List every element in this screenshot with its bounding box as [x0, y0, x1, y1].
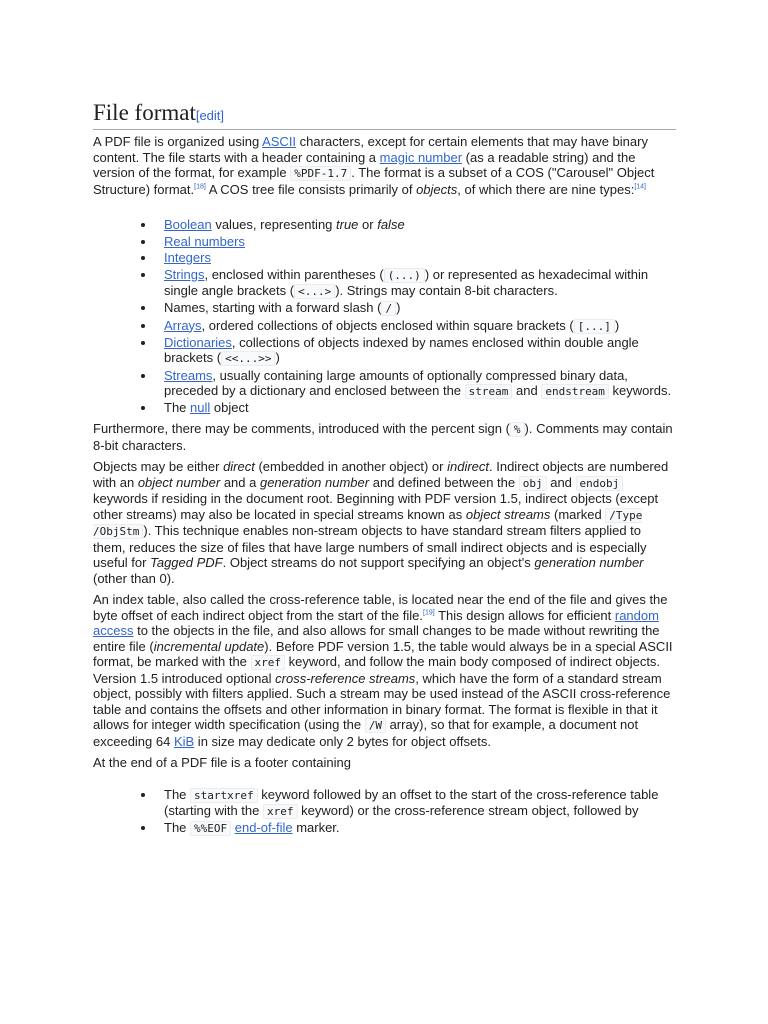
text: keywords. [608, 382, 672, 398]
end-of-file-link[interactable]: end-of-file [234, 820, 293, 835]
text: and a [220, 474, 260, 490]
text: , ordered collections of objects enclosed within square brackets ( [201, 317, 574, 333]
text: ) [275, 350, 280, 365]
object-types-list [93, 217, 676, 415]
list-item [164, 267, 676, 299]
code: /W [365, 718, 386, 733]
text: (as a readable string) and the version of the format, for example [93, 149, 636, 180]
text: At the end of a PDF file is a footer containing [93, 755, 351, 770]
text: keywords if residing in the document root. Beginning with PDF version 1.5, indirect objects (except other streams) may also be located in special streams known as [93, 491, 659, 522]
text: in size may dedicate only 2 bytes for object offsets. [194, 733, 491, 749]
text: and [546, 474, 576, 490]
random-access-link[interactable]: random access [93, 607, 659, 638]
text: , collections of objects indexed by names enclosed within double angle brackets ( [164, 335, 639, 365]
code: obj [519, 476, 547, 491]
text: (marked [550, 506, 606, 522]
section-heading [93, 100, 676, 130]
kib-link[interactable]: KiB [173, 733, 195, 749]
emphasis: cross-reference streams [275, 670, 416, 686]
code: startxref [190, 788, 258, 803]
text: keyword, and follow the main body composed of indirect objects. Version 1.5 introduced optional [93, 654, 661, 686]
strings-link[interactable]: Strings [164, 266, 205, 282]
emphasis: objects [416, 181, 458, 197]
text: values, representing [211, 217, 337, 232]
reference-18[interactable]: [18] [194, 183, 206, 191]
text: ). This technique enables non-stream objects to have standard stream filters applied to them, reduces the size of files that have large numbers of small indirect objects and is especially useful for [93, 523, 647, 570]
emphasis: direct [223, 459, 255, 474]
text: A PDF file is organized using [93, 134, 263, 149]
list-item [164, 335, 676, 366]
text: to the objects in the file, and also allows for small changes to be made without rewriting the entire file ( [93, 623, 660, 654]
objects-paragraph [93, 459, 676, 586]
emphasis: object number [137, 474, 221, 490]
text: or [358, 217, 378, 232]
text: and [512, 382, 542, 398]
text: The [164, 400, 191, 415]
emphasis: object streams [465, 506, 551, 522]
code: [...] [574, 319, 615, 334]
text: (other than 0). [93, 570, 175, 586]
emphasis: true [336, 217, 359, 232]
list-item [164, 300, 676, 316]
integers-link[interactable]: Integers [164, 250, 211, 265]
text: This design allows for efficient [434, 607, 615, 623]
code: / [381, 301, 396, 316]
emphasis: generation number [534, 555, 644, 570]
list-item [164, 318, 676, 334]
magic-number-link[interactable]: magic number [379, 149, 463, 165]
text: ). Before PDF version 1.5, the table would always be in a special ASCII format, be marked with the [93, 638, 673, 669]
text: The [164, 786, 191, 802]
reference-19[interactable]: [19] [423, 609, 435, 617]
text: and defined between the [369, 474, 519, 490]
text: . The format is a subset of a COS ("Carousel" Object Structure) format. [93, 165, 655, 197]
footer-list [93, 787, 676, 837]
code-pdf-version: %PDF-1.7 [290, 166, 351, 181]
text: marker. [292, 820, 340, 835]
text: object [210, 400, 249, 415]
code: /Type /ObjStm [93, 508, 643, 538]
edit-link[interactable]: [edit] [195, 108, 225, 123]
list-item [164, 820, 676, 836]
text: An index table, also called the cross-reference table, is located near the end of the file and gives the byte offset of each indirect object from the start of the file. [93, 592, 668, 623]
text: . Object streams do not support specifying an object's [222, 555, 535, 570]
text: , which have the form of a standard stream object, possibly with filters applied. Such a stream may be used instead of the ASCII cross-reference table and contains the offsets and other information in binary format. The format is flexible in that it allows for integer width specification (using the [93, 670, 671, 732]
list-item [164, 400, 676, 415]
code: <<...>> [221, 351, 275, 366]
text: . Indirect objects are numbered with an [93, 459, 669, 490]
list-item [164, 217, 676, 232]
comments-paragraph [93, 421, 676, 453]
text: (embedded in another object) or [254, 459, 448, 474]
list-item [164, 787, 676, 819]
text: Names, starting with a forward slash ( [164, 300, 382, 315]
streams-link[interactable]: Streams [164, 367, 213, 383]
text: , enclosed within parentheses ( [204, 266, 384, 282]
arrays-link[interactable]: Arrays [164, 317, 202, 333]
text: ) or represented as hexadecimal within single angle brackets ( [164, 266, 649, 298]
emphasis: indirect [447, 459, 490, 474]
code: xref [263, 804, 298, 819]
text: A COS tree file consists primarily of [205, 181, 417, 197]
text: ) [396, 300, 401, 315]
text: array), so that for example, a document not exceeding 64 [93, 717, 639, 749]
code: stream [465, 384, 513, 399]
text: Objects may be either [93, 459, 224, 474]
footer-intro-paragraph [93, 755, 676, 771]
text: ). Strings may contain 8-bit characters. [335, 282, 558, 298]
emphasis: Tagged PDF [150, 555, 223, 570]
code: % [510, 422, 525, 437]
text: , of which there are nine types: [457, 181, 635, 197]
emphasis: incremental update [153, 638, 265, 654]
text: characters, except for certain elements that may have binary content. The file starts with a header containing a [93, 134, 648, 165]
boolean-link[interactable]: Boolean [164, 217, 212, 232]
list-item [164, 368, 676, 399]
emphasis: generation number [259, 474, 370, 490]
text: The [164, 820, 191, 835]
code: endstream [541, 384, 609, 399]
text: keyword) or the cross-reference stream object, followed by [297, 802, 639, 818]
intro-paragraph [93, 134, 676, 197]
code: endobj [576, 476, 624, 491]
text: Furthermore, there may be comments, introduced with the percent sign ( [93, 421, 510, 436]
emphasis: false [377, 217, 405, 232]
ascii-link[interactable]: ASCII [262, 134, 297, 149]
text: keyword followed by an offset to the start of the cross-reference table (starting with the [164, 786, 659, 818]
code: (...) [384, 268, 425, 283]
list-item [164, 234, 676, 249]
code: %%EOF [190, 821, 231, 836]
code: xref [251, 655, 286, 670]
null-link[interactable]: null [190, 400, 211, 415]
dictionaries-link[interactable]: Dictionaries [164, 335, 232, 350]
list-item [164, 250, 676, 265]
text: , usually containing large amounts of optionally compressed binary data, preceded by a dictionary and enclosed between the [164, 367, 628, 398]
text: ). Comments may contain 8-bit characters. [93, 421, 673, 453]
xref-paragraph [93, 592, 676, 749]
code: <...> [294, 284, 335, 299]
real-numbers-link[interactable]: Real numbers [164, 233, 245, 249]
reference-14[interactable]: [14] [634, 183, 646, 191]
text: ) [614, 317, 620, 333]
section-title: File format [93, 100, 196, 125]
